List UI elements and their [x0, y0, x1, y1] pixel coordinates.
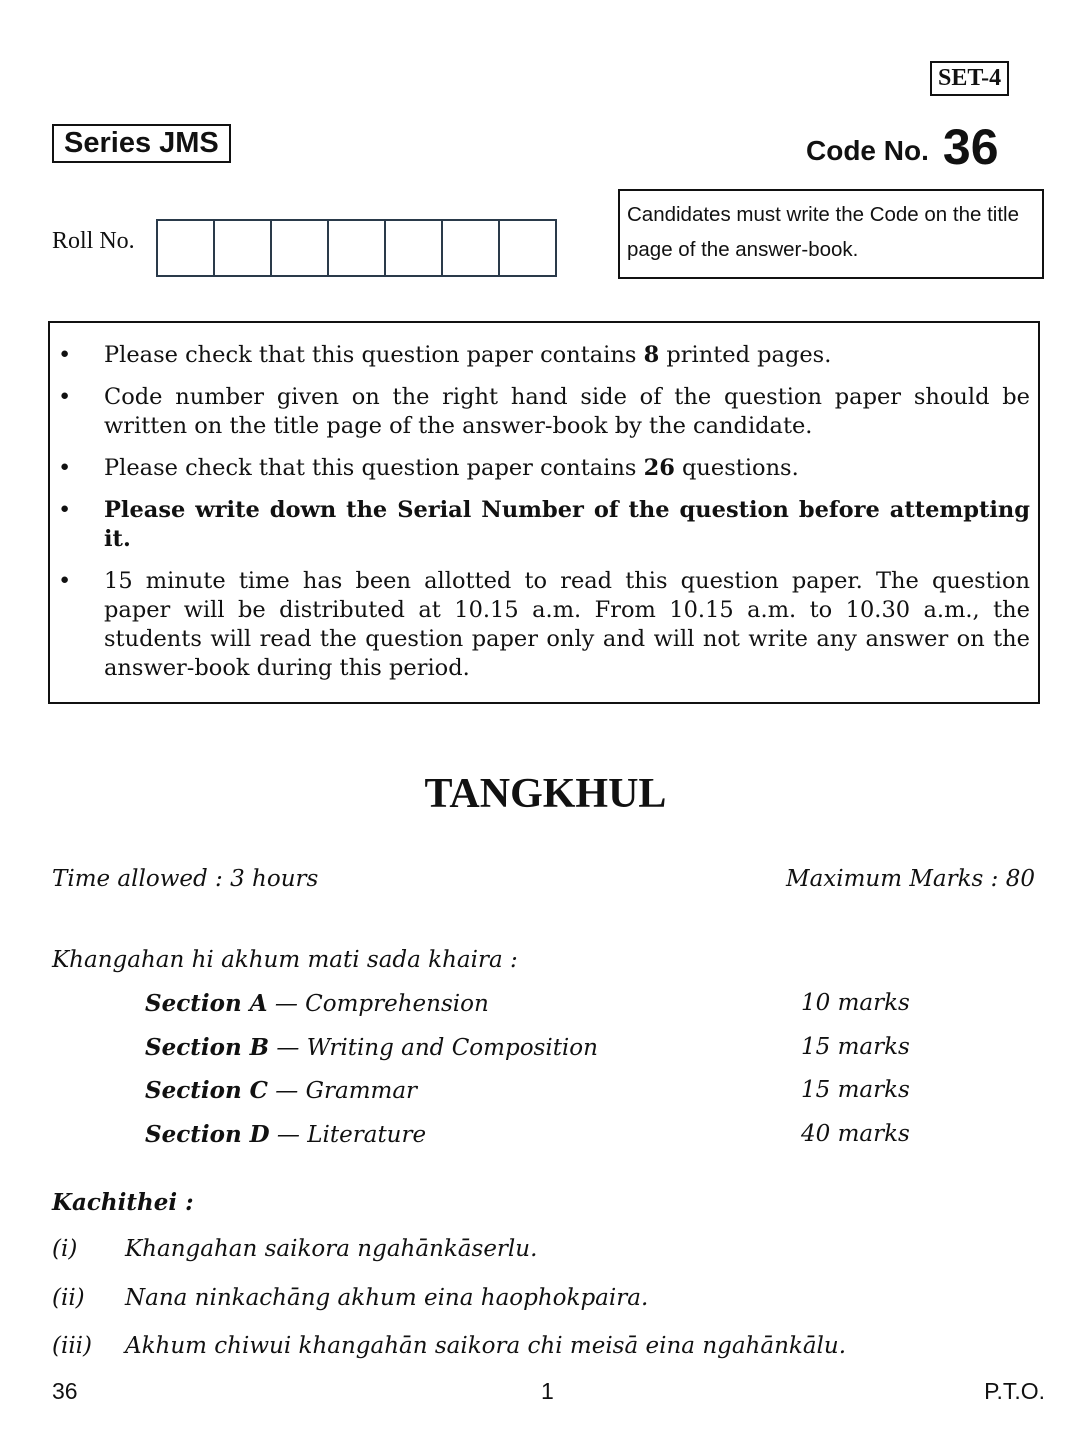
instructions-box [48, 321, 1040, 704]
roll-label: Roll No. [52, 228, 135, 254]
series-label: Series JMS [52, 124, 231, 163]
note-text: Khangahan saikora ngahānkāserlu. [125, 1236, 538, 1262]
paper-title: TANGKHUL [424, 771, 667, 817]
note-number: (i) [52, 1236, 78, 1262]
instruction-text: Code number given on the right hand side of the question paper should be written on the title page of the answer-book by the candidate. [104, 384, 1030, 439]
section-desc: — Grammar [268, 1078, 418, 1104]
instruction-item [50, 496, 1030, 554]
section-name: Section C [145, 1077, 268, 1104]
set-badge: SET-4 [930, 61, 1009, 96]
code-label: Code No. [806, 135, 929, 166]
section-marks: 10 marks [801, 990, 910, 1016]
instruction-item [50, 567, 1030, 683]
section-name: Section A [145, 990, 268, 1017]
section-desc: — Writing and Composition [269, 1034, 598, 1061]
instruction-text: 15 minute time has been allotted to read this question paper. The question paper will be distributed at 10.15 a.m. From 10.15 a.m. to 10.30 a.m., the students will read the question paper only and will not write any answer on the answer-book during this period. [104, 568, 1030, 681]
sections-intro: Khangahan hi akhum mati sada khaira : [52, 947, 518, 973]
section-row [145, 1077, 417, 1104]
roll-box[interactable] [329, 221, 386, 275]
section-desc: — Comprehension [267, 991, 489, 1017]
instruction-text: 8 [643, 342, 660, 368]
instruction-text: Please check that this question paper contains [104, 342, 644, 368]
section-name: Section B [145, 1033, 270, 1061]
section-row [145, 1121, 426, 1148]
instruction-item [50, 383, 1030, 441]
candidate-note: Candidates must write the Code on the title page of the answer-book. [618, 189, 1044, 279]
roll-box[interactable] [386, 221, 443, 275]
section-name: Section D [145, 1120, 270, 1148]
roll-box[interactable] [500, 221, 555, 275]
roll-box[interactable] [443, 221, 500, 275]
roll-number-boxes[interactable] [156, 219, 557, 277]
instruction-text: Please write down the Serial Number of the question before attempting it. [104, 497, 1030, 552]
note-number: (ii) [52, 1284, 85, 1311]
section-row [145, 1034, 598, 1061]
time-allowed: Time allowed : 3 hours [52, 866, 319, 892]
footer-code: 36 [52, 1378, 78, 1404]
instruction-text: 26 [643, 455, 675, 481]
code-number [806, 118, 999, 176]
section-marks: 15 marks [801, 1077, 910, 1103]
note-text: Akhum chiwui khangahān saikora chi meisā eina ngahānkālu. [125, 1333, 847, 1359]
roll-box[interactable] [272, 221, 329, 275]
instruction-item [50, 454, 1030, 483]
roll-box[interactable] [215, 221, 272, 275]
roll-box[interactable] [158, 221, 215, 275]
section-marks: 40 marks [801, 1120, 910, 1147]
instruction-text: questions. [674, 455, 799, 481]
pto: P.T.O. [984, 1378, 1045, 1404]
instruction-text: Please check that this question paper contains [104, 455, 644, 481]
section-desc: — Literature [269, 1121, 427, 1148]
max-marks: Maximum Marks : 80 [786, 866, 1035, 892]
note-text: Nana ninkachāng akhum eina haophokpaira. [125, 1284, 649, 1311]
note-number: (iii) [52, 1333, 93, 1359]
instruction-text: printed pages. [659, 342, 832, 368]
section-marks: 15 marks [801, 1033, 910, 1060]
notes-heading: Kachithei : [52, 1189, 194, 1216]
instruction-item [50, 341, 1030, 370]
code-value: 36 [942, 119, 999, 175]
section-row [145, 990, 489, 1017]
page-number: 1 [541, 1378, 554, 1404]
